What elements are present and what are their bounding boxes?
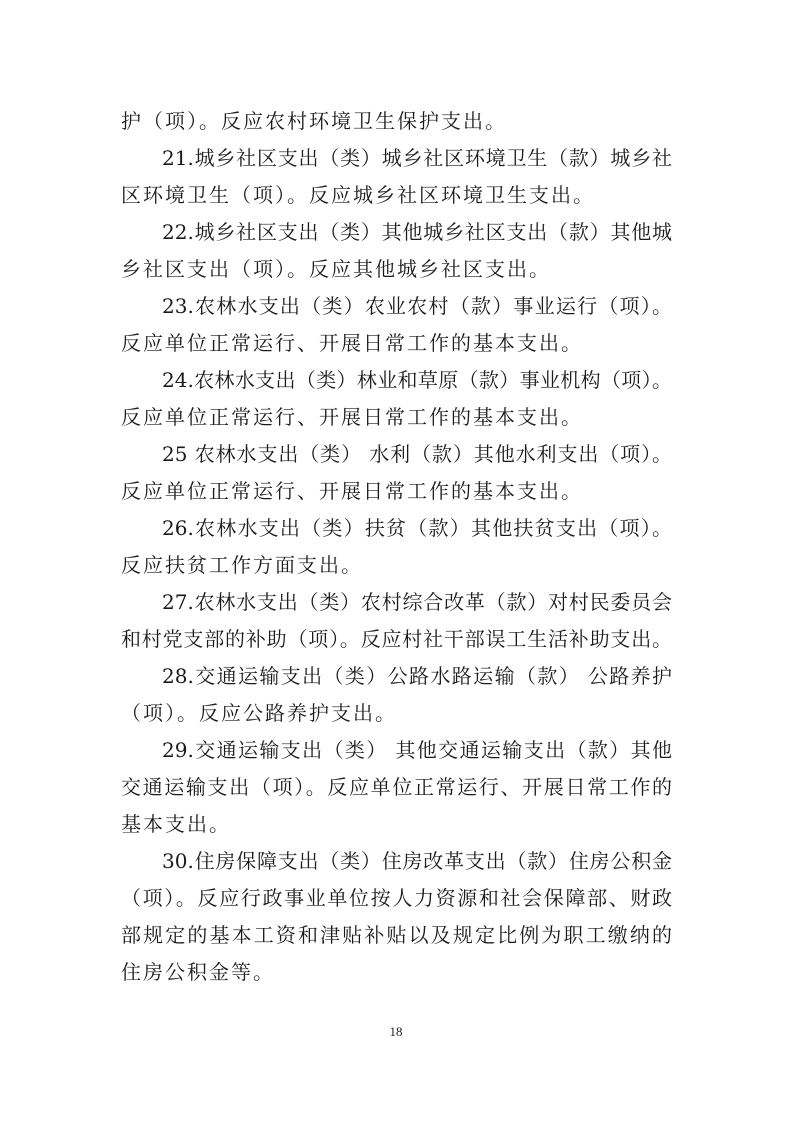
item-27-line-1: 27.农林水支出（类）农村综合改革（款）对村民委员会: [162, 590, 672, 614]
item-21-line-2: 区环境卫生（项）。反应城乡社区环境卫生支出。: [121, 183, 595, 207]
item-28-line-1: 28.交通运输支出（类）公路水路运输（款） 公路养护: [162, 664, 672, 688]
item-30-line-3: 部规定的基本工资和津贴补贴以及规定比例为职工缴纳的: [121, 923, 672, 947]
item-29-line-1: 29.交通运输支出（类） 其他交通运输支出（款）其他: [162, 738, 672, 762]
text-line: 护（项）。反应农村环境卫生保护支出。: [121, 109, 507, 133]
item-22-line-1: 22.城乡社区支出（类）其他城乡社区支出（款）其他城: [162, 220, 672, 244]
item-29-line-2: 交通运输支出（项）。反应单位正常运行、开展日常工作的: [121, 775, 672, 799]
item-25-line-1: 25 农林水支出（类） 水利（款）其他水利支出（项）。: [162, 442, 672, 466]
item-23-line-2: 反应单位正常运行、开展日常工作的基本支出。: [121, 331, 583, 355]
item-25-line-2: 反应单位正常运行、开展日常工作的基本支出。: [121, 479, 583, 503]
item-30-line-1: 30.住房保障支出（类）住房改革支出（款）住房公积金: [162, 849, 672, 873]
item-29-line-3: 基本支出。: [121, 812, 231, 836]
page-number: 18: [389, 1024, 403, 1039]
item-28-line-2: （项）。反应公路养护支出。: [121, 701, 397, 725]
item-23-line-1: 23.农林水支出（类）农业农村（款）事业运行（项）。: [162, 294, 672, 318]
item-24-line-1: 24.农林水支出（类）林业和草原（款）事业机构（项）。: [162, 368, 672, 392]
item-30-line-2: （项）。反应行政事业单位按人力资源和社会保障部、财政: [121, 886, 672, 910]
item-27-line-2: 和村党支部的补助（项）。反应村社干部误工生活补助支出。: [121, 627, 672, 651]
item-26-line-1: 26.农林水支出（类）扶贫（款）其他扶贫支出（项）。: [162, 516, 672, 540]
item-24-line-2: 反应单位正常运行、开展日常工作的基本支出。: [121, 405, 583, 429]
item-22-line-2: 乡社区支出（项）。反应其他城乡社区支出。: [121, 257, 551, 281]
item-26-line-2: 反应扶贫工作方面支出。: [121, 553, 363, 577]
item-21-line-1: 21.城乡社区支出（类）城乡社区环境卫生（款）城乡社: [162, 146, 672, 170]
item-30-line-4: 住房公积金等。: [121, 960, 275, 984]
